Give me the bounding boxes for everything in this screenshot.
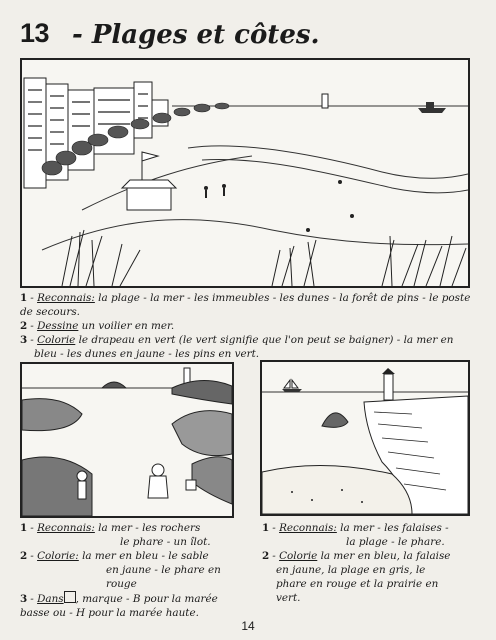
instruction-continuation: basse ou - H pour la marée haute. (20, 607, 199, 619)
instruction-continuation: vert. (276, 592, 301, 604)
instruction-item: 3 - Dans , marque - B pour la marée (20, 593, 218, 605)
instructions-left (20, 521, 252, 620)
rocky-beach-drawing (22, 364, 232, 516)
beach-illustration (20, 58, 470, 288)
instruction-continuation: en jaune - le phare en rouge (106, 564, 221, 590)
instructions-top (20, 291, 478, 361)
instruction-continuation: la plage - le phare. (346, 536, 445, 548)
instruction-continuation: phare en rouge et la prairie en (276, 578, 439, 590)
instructions-right (262, 521, 476, 605)
instruction-item: 1 - Reconnais: la mer - les falaises - (262, 522, 449, 534)
instruction-continuation: en jaune, la plage en gris, le (276, 564, 426, 576)
cliff-illustration (260, 360, 470, 516)
lesson-title: - Plages et côtes. (72, 20, 320, 50)
instruction-item: 1 - Reconnais: la plage - la mer - les immeubles - les dunes - la forêt de pins - le poste de secours. (20, 292, 471, 318)
cliff-drawing (262, 362, 468, 514)
lesson-number: 13 (20, 18, 50, 48)
answer-box[interactable] (64, 591, 76, 603)
instruction-continuation: le phare - un îlot. (120, 536, 211, 548)
instruction-continuation: bleu - les dunes en jaune - les pins en vert. (34, 348, 260, 360)
instruction-item: 2 - Colorie: la mer en bleu - le sable (20, 550, 209, 562)
instruction-item: 2 - Colorie la mer en bleu, la falaise (262, 550, 451, 562)
instruction-item: 1 - Reconnais: la mer - les rochers (20, 522, 201, 534)
rocky-beach-illustration (20, 362, 234, 518)
instruction-item: 2 - Dessine un voilier en mer. (20, 320, 175, 332)
beach-drawing (22, 60, 468, 286)
instruction-item: 3 - Colorie le drapeau en vert (le vert signifie que l'on peut se baigner) - la mer en (20, 334, 454, 346)
page-number: 14 (241, 619, 255, 633)
